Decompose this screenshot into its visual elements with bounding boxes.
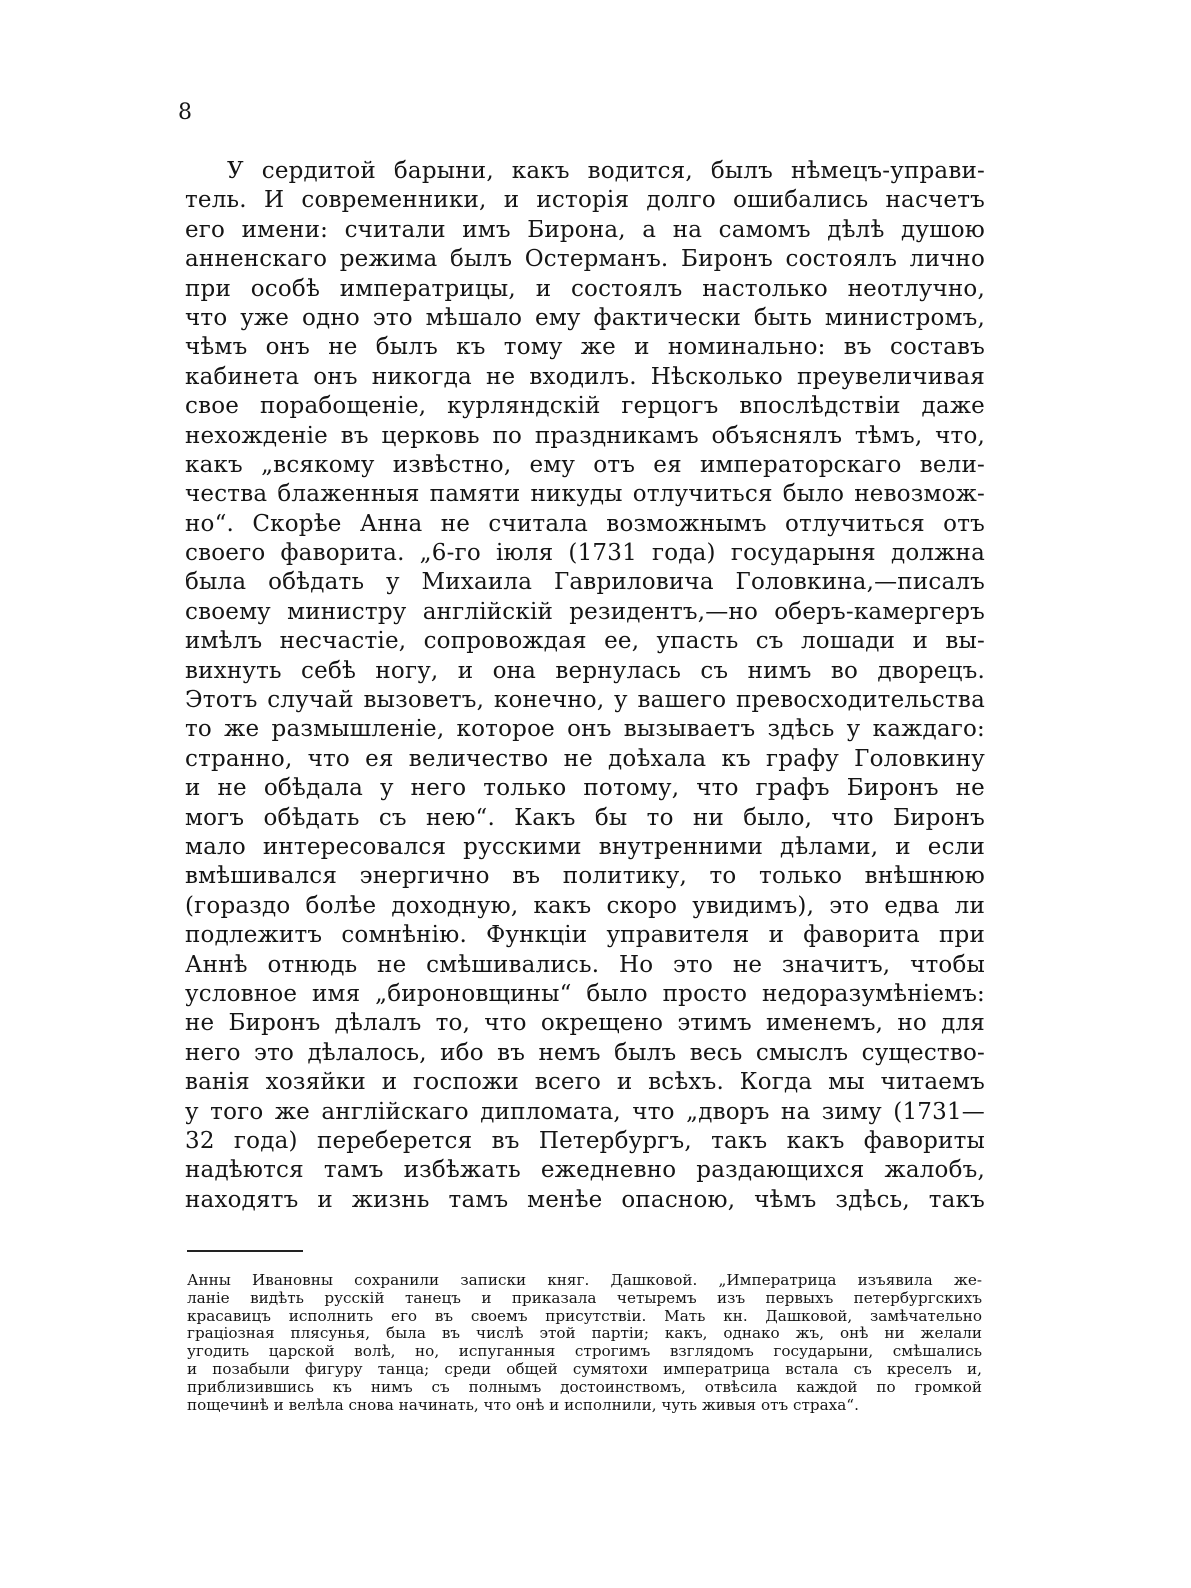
text-line: могъ обѣдать съ нею“. Какъ бы то ни было, что Биронъ <box>185 804 985 831</box>
page-number: 8 <box>178 100 192 125</box>
text-line: чѣмъ онъ не былъ къ тому же и номинально: въ составъ <box>185 334 985 361</box>
text-line: вихнуть себѣ ногу, и она вернулась съ нимъ во дворецъ. <box>185 657 985 684</box>
text-line: то же размышленіе, которое онъ вызываетъ здѣсь у каждаго: <box>185 716 985 743</box>
text-line: его имени: считали имъ Бирона, а на самомъ дѣлѣ душою <box>185 216 985 243</box>
text-line: кабинета онъ никогда не входилъ. Нѣсколько преувеличивая <box>185 363 985 390</box>
text-line: надѣются тамъ избѣжать ежедневно раздающихся жалобъ, <box>185 1157 985 1184</box>
text-line: имѣлъ несчастіе, сопровождая ее, упасть съ лошади и вы- <box>185 628 985 655</box>
footnote-line: приблизившись къ нимъ съ полнымъ достоинствомъ, отвѣсила каждой по громкой <box>187 1377 982 1396</box>
text-line: чества блаженныя памяти никуды отлучиться было невозмож- <box>185 481 985 508</box>
text-line: какъ „всякому извѣстно, ему отъ ея императорскаго вели- <box>185 451 985 478</box>
text-line: что уже одно это мѣшало ему фактически быть министромъ, <box>185 304 985 331</box>
footnote-separator <box>187 1250 303 1252</box>
text-line: свое порабощеніе, курляндскій герцогъ впослѣдствіи даже <box>185 393 985 420</box>
footnote-line: красавицъ исполнить его въ своемъ присутствіи. Мать кн. Дашковой, замѣчательно <box>187 1306 982 1325</box>
text-line: находятъ и жизнь тамъ менѣе опасною, чѣмъ здѣсь, такъ <box>185 1186 985 1213</box>
text-line: вмѣшивался энергично въ политику, то только внѣшнюю <box>185 863 985 890</box>
text-line: странно, что ея величество не доѣхала къ графу Головкину <box>185 745 985 772</box>
text-line: него это дѣлалось, ибо въ немъ былъ весь смыслъ существо- <box>185 1039 985 1066</box>
text-line: не Биронъ дѣлалъ то, что окрещено этимъ именемъ, но для <box>185 1010 985 1037</box>
footnote-line: угодить царской волѣ, но, испуганныя строгимъ взглядомъ государыни, смѣшались <box>187 1342 982 1361</box>
text-line: своему министру англійскій резидентъ,—но оберъ-камергеръ <box>185 598 985 625</box>
footnote-line: пощечинѣ и велѣла снова начинать, что онѣ и исполнили, чуть живыя отъ страха“. <box>187 1395 859 1414</box>
text-line: 32 года) переберется въ Петербургъ, такъ какъ фавориты <box>185 1127 985 1154</box>
text-line: при особѣ императрицы, и состоялъ настолько неотлучно, <box>185 275 985 302</box>
footnote-line: граціозная плясунья, была въ числѣ этой партіи; какъ, однако жъ, онѣ ни желали <box>187 1324 982 1343</box>
footnote <box>187 1272 982 1414</box>
text-line: своего фаворита. „6-го іюля (1731 года) государыня должна <box>185 540 985 567</box>
text-line: нехожденіе въ церковь по праздникамъ объяснялъ тѣмъ, что, <box>185 422 985 449</box>
text-line: условное имя „бироновщины“ было просто недоразумѣніемъ: <box>185 980 985 1007</box>
text-line: подлежитъ сомнѣнію. Функціи управителя и фаворита при <box>185 922 985 949</box>
text-line: у того же англійскаго дипломата, что „дворъ на зиму (1731— <box>185 1098 985 1125</box>
text-line: мало интересовался русскими внутренними дѣлами, и если <box>185 833 985 860</box>
footnote-line: ланіе видѣть русскій танецъ и приказала четыремъ изъ первыхъ петербургскихъ <box>187 1288 982 1307</box>
text-line: Аннѣ отнюдь не смѣшивались. Но это не значитъ, чтобы <box>185 951 985 978</box>
text-line: и не обѣдала у него только потому, что графъ Биронъ не <box>185 775 985 802</box>
text-line: была обѣдать у Михаила Гавриловича Головкина,—писалъ <box>185 569 985 596</box>
text-line: анненскаго режима былъ Остерманъ. Биронъ состоялъ лично <box>185 246 985 273</box>
text-line: (гораздо болѣе доходную, какъ скоро увидимъ), это едва ли <box>185 892 985 919</box>
text-line: Этотъ случай вызоветъ, конечно, у вашего превосходительства <box>185 687 985 714</box>
text-line: У сердитой барыни, какъ водится, былъ нѣмецъ-управи- <box>227 158 985 184</box>
footnote-line: и позабыли фигуру танца; среди общей сумятохи императрица встала съ креселъ и, <box>187 1359 982 1378</box>
text-line: тель. И современники, и исторія долго ошибались насчетъ <box>185 187 985 214</box>
footnote-line: Анны Ивановны сохранили записки княг. Дашковой. „Императрица изъявила же- <box>187 1271 982 1289</box>
main-text-body <box>185 157 985 1215</box>
text-line: ванія хозяйки и госпожи всего и всѣхъ. Когда мы читаемъ <box>185 1069 985 1096</box>
text-line: но“. Скорѣе Анна не считала возможнымъ отлучиться отъ <box>185 510 985 537</box>
